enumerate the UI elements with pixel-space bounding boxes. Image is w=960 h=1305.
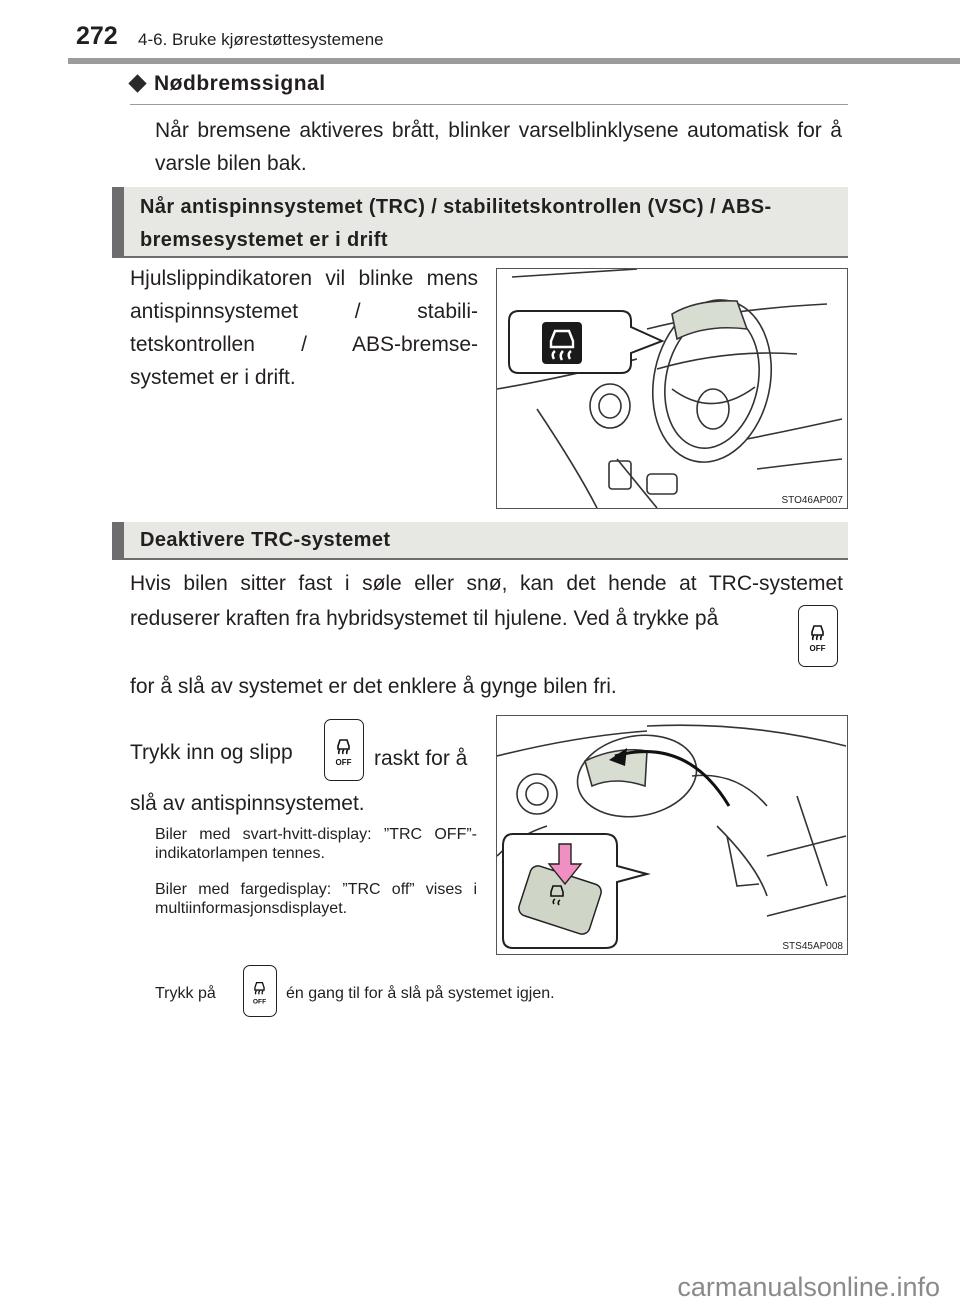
deactivate-text-2: for å slå av systemet er det enklere å gynge bilen fri. [130,675,617,698]
press-text-2: raskt for å slå av antispinnsystemet. [130,747,468,815]
page-number: 272 [76,22,118,50]
button-off-label: OFF [335,758,352,767]
section-title: Når antispinnsystemet (TRC) / stabilitetskontrollen (VSC) / ABS-bremsesystemet er i drift [140,196,772,251]
dashboard-figure [496,268,848,509]
emergency-text: Når bremsene aktiveres brått, blinker varselblinklysene automatisk for å varsle bilen bak. [155,119,842,175]
deactivate-paragraph [130,566,843,636]
slip-indicator-text: Hjulslippindikatoren vil blinke mens antispinnsystemet / stabili-tetskontrollen / ABS-bremse-systemet er i drift. [130,267,478,389]
diamond-bullet-icon [128,74,146,92]
watermark: carmanualsonline.info [677,1272,940,1302]
section-heading-trc-active [112,187,848,258]
again-text-1: Trykk på [155,985,216,1002]
note-bw-display: Biler med svart-hvitt-display: ”TRC OFF”-indikatorlampen tennes. [155,826,477,862]
console-figure [496,715,848,955]
header-rule [68,58,960,64]
section-title: Deaktivere TRC-systemet [140,529,391,551]
deactivate-text-1: Hvis bilen sitter fast i søle eller snø, kan det hende at TRC-systemet reduserer kraften fra hybridsystemet til hjulene. Ved å trykke på [130,572,843,630]
section-heading-deactivate-trc [112,522,848,560]
again-text-2: én gang til for å slå på systemet igjen. [286,985,555,1002]
emergency-heading: Nødbremssignal [154,72,326,95]
chapter-title: 4-6. Bruke kjørestøttesystemene [138,30,384,49]
dashboard-illustration [497,269,847,508]
trc-off-button-icon [243,965,277,1017]
figure-code: STO46AP007 [781,495,843,506]
press-text-1: Trykk inn og slipp [130,741,293,764]
figure-code: STS45AP008 [782,941,843,952]
button-off-label: OFF [809,644,826,653]
trc-off-button-icon [798,605,838,667]
button-off-label: OFF [252,998,267,1006]
note-color-display: Biler med fargedisplay: ”TRC off” vises i multiinformasjonsdisplayet. [155,881,477,917]
console-illustration [497,716,847,954]
subheading-rule [130,104,848,105]
